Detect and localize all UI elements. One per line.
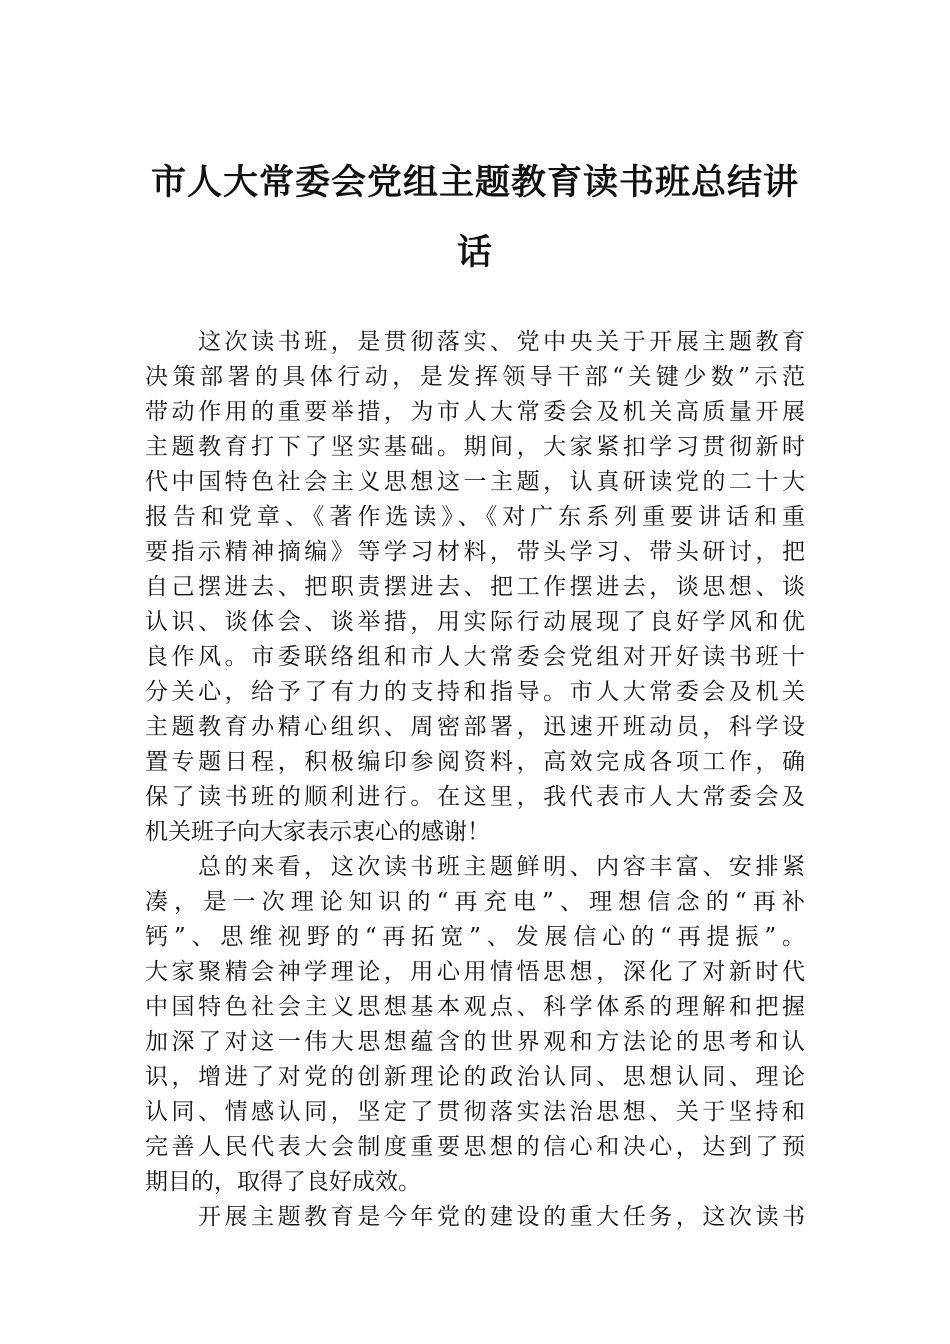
paragraph-1-line-11: 分关心，给予了有力的支持和指导。市人大常委会及机关 <box>145 679 805 705</box>
paragraph-1-line-5: 代中国特色社会主义思想这一主题，认真研读党的二十大 <box>145 469 805 495</box>
paragraph-3-line-1: 开展主题教育是今年党的建设的重大任务，这次读书 <box>198 1204 805 1230</box>
paragraph-3 <box>145 1200 805 1235</box>
paragraph-2-line-4: 大家聚精会神学理论，用心用情悟思想，深化了对新时代 <box>145 959 805 985</box>
paragraph-1-line-9: 认识、谈体会、谈举措，用实际行动展现了良好学风和优 <box>145 609 805 635</box>
paragraph-1-line-8: 自己摆进去、把职责摆进去、把工作摆进去，谈思想、谈 <box>145 574 805 600</box>
paragraph-2-line-7: 识，增进了对党的创新理论的政治认同、思想认同、理论 <box>145 1064 805 1090</box>
paragraph-1-line-3: 带动作用的重要举措，为市人大常委会及机关高质量开展 <box>145 399 805 425</box>
paragraph-1-line-6: 报告和党章、《著作选读》、《对广东系列重要讲话和重 <box>145 504 805 530</box>
paragraph-2-line-10: 期目的，取得了良好成效。 <box>145 1169 421 1195</box>
paragraph-2-line-2: 凑，是一次理论知识的“再充电”、理想信念的“再补 <box>145 889 805 915</box>
paragraph-1-line-13: 置专题日程，积极编印参阅资料，高效完成各项工作，确 <box>145 749 805 775</box>
paragraph-2 <box>145 850 805 1200</box>
paragraph-1-line-10: 良作风。市委联络组和市人大常委会党组对开好读书班十 <box>145 644 805 670</box>
paragraph-1 <box>145 325 805 850</box>
paragraph-2-line-3: 钙”、思维视野的“再拓宽”、发展信心的“再提振”。 <box>145 924 805 950</box>
title-line-1: 市人大常委会党组主题教育读书班总结讲 <box>150 162 799 203</box>
paragraph-1-line-2: 决策部署的具体行动，是发挥领导干部“关键少数”示范 <box>145 364 805 390</box>
paragraph-2-line-5: 中国特色社会主义思想基本观点、科学体系的理解和把握 <box>145 994 805 1020</box>
paragraph-1-line-14: 保了读书班的顺利进行。在这里，我代表市人大常委会及 <box>145 784 805 810</box>
document-body <box>145 325 805 1235</box>
paragraph-1-line-1: 这次读书班，是贯彻落实、党中央关于开展主题教育 <box>198 329 805 355</box>
paragraph-2-line-8: 认同、情感认同，坚定了贯彻落实法治思想、关于坚持和 <box>145 1099 805 1125</box>
paragraph-1-line-4: 主题教育打下了坚实基础。期间，大家紧扣学习贯彻新时 <box>145 434 805 460</box>
paragraph-2-line-9: 完善人民代表大会制度重要思想的信心和决心，达到了预 <box>145 1134 805 1160</box>
paragraph-1-line-15: 机关班子向大家表示衷心的感谢！ <box>145 819 490 845</box>
paragraph-1-line-12: 主题教育办精心组织、周密部署，迅速开班动员，科学设 <box>145 714 805 740</box>
paragraph-2-line-6: 加深了对这一伟大思想蕴含的世界观和方法论的思考和认 <box>145 1029 805 1055</box>
paragraph-1-line-7: 要指示精神摘编》等学习材料，带头学习、带头研讨，把 <box>145 539 805 565</box>
document-title <box>145 160 805 275</box>
title-line-2: 话 <box>456 232 493 273</box>
paragraph-2-line-1: 总的来看，这次读书班主题鲜明、内容丰富、安排紧 <box>198 854 805 880</box>
